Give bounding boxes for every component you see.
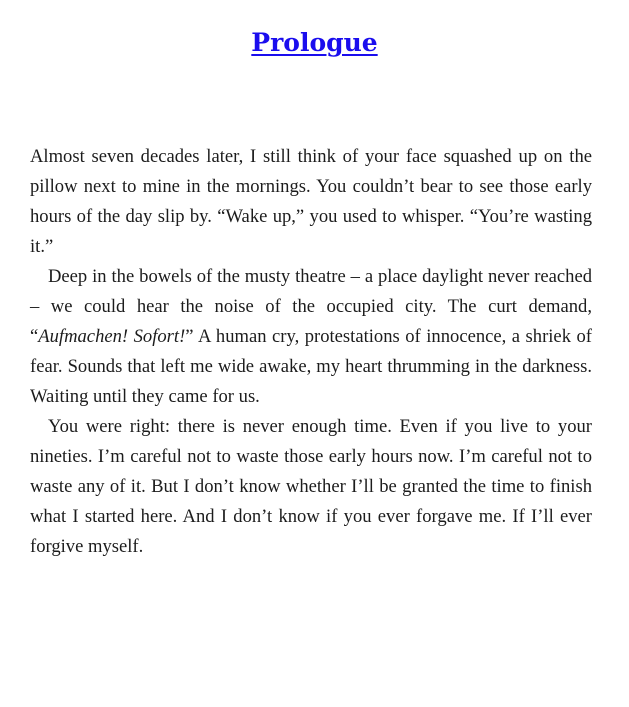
- paragraph-2-text-after: ” A human cry, protestations of innocence, a shriek of fear. Sounds that left me wide awake, my heart thrumming in the darkness. Waiting until they came for us.: [30, 326, 592, 407]
- paragraph-2-text-before: Deep in the bowels of the musty theatre – a place daylight never reached – we could hear the noise of the occupied city. The curt demand, “: [30, 266, 592, 347]
- paragraph-2: [30, 262, 592, 412]
- chapter-title-link[interactable]: Prologue: [251, 28, 378, 57]
- paragraph-2-emphasis: Aufmachen! Sofort!: [38, 326, 186, 347]
- chapter-body: [30, 142, 592, 562]
- paragraph-1: Almost seven decades later, I still think of your face squashed up on the pillow next to mine in the mornings. You couldn’t bear to see those early hours of the day slip by. “Wake up,” you used to whisper. “You’re wasting it.”: [30, 146, 592, 257]
- chapter-header: [0, 28, 629, 57]
- paragraph-3: You were right: there is never enough time. Even if you live to your nineties. I’m careful not to waste those early hours now. I’m careful not to waste any of it. But I don’t know whether I’ll be granted the time to finish what I started here. And I don’t know if you ever forgave me. If I’ll ever forgive myself.: [30, 416, 592, 557]
